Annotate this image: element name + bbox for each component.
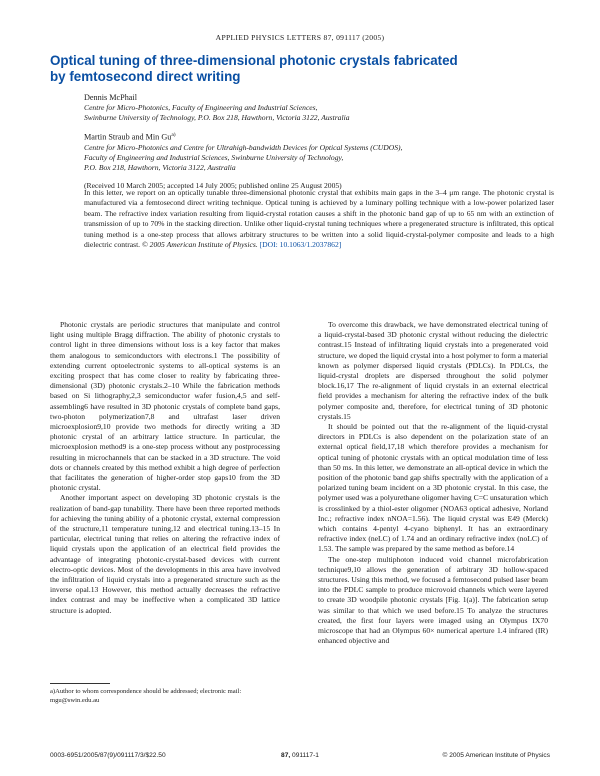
received-dates: (Received 10 March 2005; accepted 14 July 2005; published online 25 August 2005)	[84, 180, 342, 190]
paragraph-pdlc: To overcome this drawback, we have demonstrated electrical tuning of a liquid-crystal-based 3D photonic crystal without reducing the dielectric contrast.15 Instead of infiltrating liquid crystals into a pregenerated void structure, we doped the liquid crystal into a host polymer to form a material known as polymer dispersed liquid crystals (PDLCs). In PDLCs, the liquid-crystal droplets are dispersed throughout the solid polymer block.16,17 The re-alignment of liquid crystals in an external electrical field provides a mechanism for altering the refractive index of the bulk polymer composite and, therefore, for electrical tuning of 3D photonic crystals.15	[318, 320, 548, 421]
paragraph-tunability: Another important aspect on developing 3D photonic crystals is the realization of band-gap tunability. There have been three reported methods for achieving the tuning ability of a photonic crystal, external compression of the structure,11 temperature tuning,12 and electrical tuning.13–15 In particular, electrical tuning that relies on altering the refractive index of liquid crystals upon the application of an electrical field provides the advantage of integrating photonic-crystal-based devices with current electro-optic devices. Most of the developments in this area have involved the infiltration of liquid crystals into a pregenerated structure such as the inverse opal.13 However, this method actually decreases the refractive index contrast and may be ineffective when a complicated 3D lattice structure is adopted.	[50, 493, 280, 615]
author-1-affiliation-line-1: Centre for Micro-Photonics, Faculty of Engineering and Industrial Sciences,	[84, 103, 318, 112]
author-1-affiliation-line-2: Swinburne University of Technology, P.O. Box 218, Hawthorn, Victoria 3122, Australia	[84, 113, 350, 122]
body-column-left	[50, 320, 280, 616]
title-line-1: Optical tuning of three-dimensional photonic crystals fabricated	[50, 53, 458, 68]
abstract-text: In this letter, we report on an optically tunable three-dimensional photonic crystal that exhibits main gaps in the 3–4 μm range. The photonic crystal is manufactured via a femtosecond direct writing technique. Optical tuning is achieved by a luminary polling technique with a low-power polarized laser beam. The refractive index variation resulting from liquid-crystal rotation causes a shift in the photonic band gap of up to 65 nm with an extinction of transmission of up to 70% in the stacking direction. Unlike other liquid-crystal tuning techniques where a pregenerated structure is infiltrated, this optical tuning method is a one-step process that allows arbitrary structures to be written into a solid liquid-crystal-polymer composite and leads to a high dielectric contrast.	[84, 188, 554, 250]
footnote-divider	[50, 683, 110, 684]
author-1-name: Dennis McPhail	[84, 93, 137, 102]
paragraph-fabrication: The one-step multiphoton induced void channel microfabrication technique9,10 allows the generation of arbitrary 3D hollow-spaced structures. Using this method, we focused a femtosecond pulsed laser beam into the PDLC sample to produce microvoid channels which were layered to create 3D woodpile photonic crystals [Fig. 1(a)]. The fabrication setup was similar to that which we used before.15 To analyze the structures created, the first four layers were imaged using an Olympus IX70 microscope that had an Olympus 60× numerical aperture 1.4 infrared (IR) enhanced objective and	[318, 554, 548, 646]
page-footer	[50, 752, 550, 762]
author-2-affiliation-line-2: Faculty of Engineering and Industrial Sciences, Swinburne University of Technology,	[84, 152, 344, 162]
doi-link[interactable]: [DOI: 10.1063/1.2037862]	[259, 240, 342, 250]
paragraph-intro: Photonic crystals are periodic structures that manipulate and control light using multiple Bragg diffraction. The ability of photonic crystals to control light in three dimensions without loss is a key factor that makes them analogous to semiconductors with electrons.1 The possibility of extending current optoelectronic systems to all-optical systems is an exciting prospect that has come closer to reality by fabricating three-dimensional (3D) photonic crystals.2–10 While the fabrication methods based on Si lithography,2,3 semiconductor wafer fusion,4,5 and self-assembling6 have resulted in 3D photonic crystals of complete band gaps, two-photon polymerization7,8 and ultrafast laser driven microexplosion9,10 provide two methods for directly writing a 3D photonic crystal of an arbitrary lattice structure. In particular, the microexplosion method9 is a one-step process without any postprocessing resulting in microchannels that can be stacked in a 3D structure. The void dots or channels created by this method exhibit a high degree of perfection that facilitates the generation of higher-order stop gaps10 from the 3D photonic crystal.	[50, 320, 280, 493]
correspondence-footnote: a)Author to whom correspondence should be addressed; electronic mail: mgu@swin.edu.au	[50, 688, 242, 704]
footer-issn: 0003-6951/2005/87(9)/091117/3/$22.50	[50, 752, 166, 759]
author-2-name: Martin Straub and Min Gu	[84, 132, 172, 142]
abstract-copyright: © 2005 American Institute of Physics.	[142, 240, 258, 250]
author-2-footnote-mark: a)	[171, 132, 176, 138]
journal-header: APPLIED PHYSICS LETTERS 87, 091117 (2005)	[215, 33, 385, 42]
footer-volume: 87,	[281, 752, 291, 759]
authors-block	[84, 93, 554, 191]
footer-copyright: © 2005 American Institute of Physics	[442, 752, 550, 759]
author-2-affiliation-line-1: Centre for Micro-Photonics and Centre for Ultrahigh-bandwidth Devices for Optical Systems (CUDOS),	[84, 142, 403, 152]
author-2-affiliation-line-3: P.O. Box 218, Hawthorn, Victoria 3122, Australia	[84, 162, 236, 172]
abstract	[84, 188, 554, 250]
author-2-name-line	[84, 130, 554, 143]
article-title	[50, 53, 550, 85]
paragraph-optical-tuning: It should be pointed out that the re-alignment of the liquid-crystal directors in PDLCs is also dependent on the polarization state of an external optical field,17,18 which therefore provides a mechanism for optical tuning of photonic crystals with an optical modulation time of less than 50 ms. In this letter, we demonstrate an all-optical device in which the position of the photonic band gap shifts spectrally with the application of a polarized tuning beam incident on a 3D photonic crystal. In this case, the polymer used was a polyurethane oligomer having C=C unsaturation which is crosslinked by a thiol-ester oligomer (NOA63 optical adhesive, Norland Inc.; refractive index nNOA=1.56). The liquid crystal was E49 (Merck) which contains 4-pentyl 4-cyano biphenyl. It has an extraordinary refractive index (neLC) of 1.74 and an ordinary refractive index (noLC) of 1.53. The sample was prepared by the same method as before.14	[318, 422, 548, 554]
footer-page: 091117-1	[290, 752, 319, 759]
title-line-2: by femtosecond direct writing	[50, 69, 241, 84]
body-column-right	[318, 320, 548, 647]
